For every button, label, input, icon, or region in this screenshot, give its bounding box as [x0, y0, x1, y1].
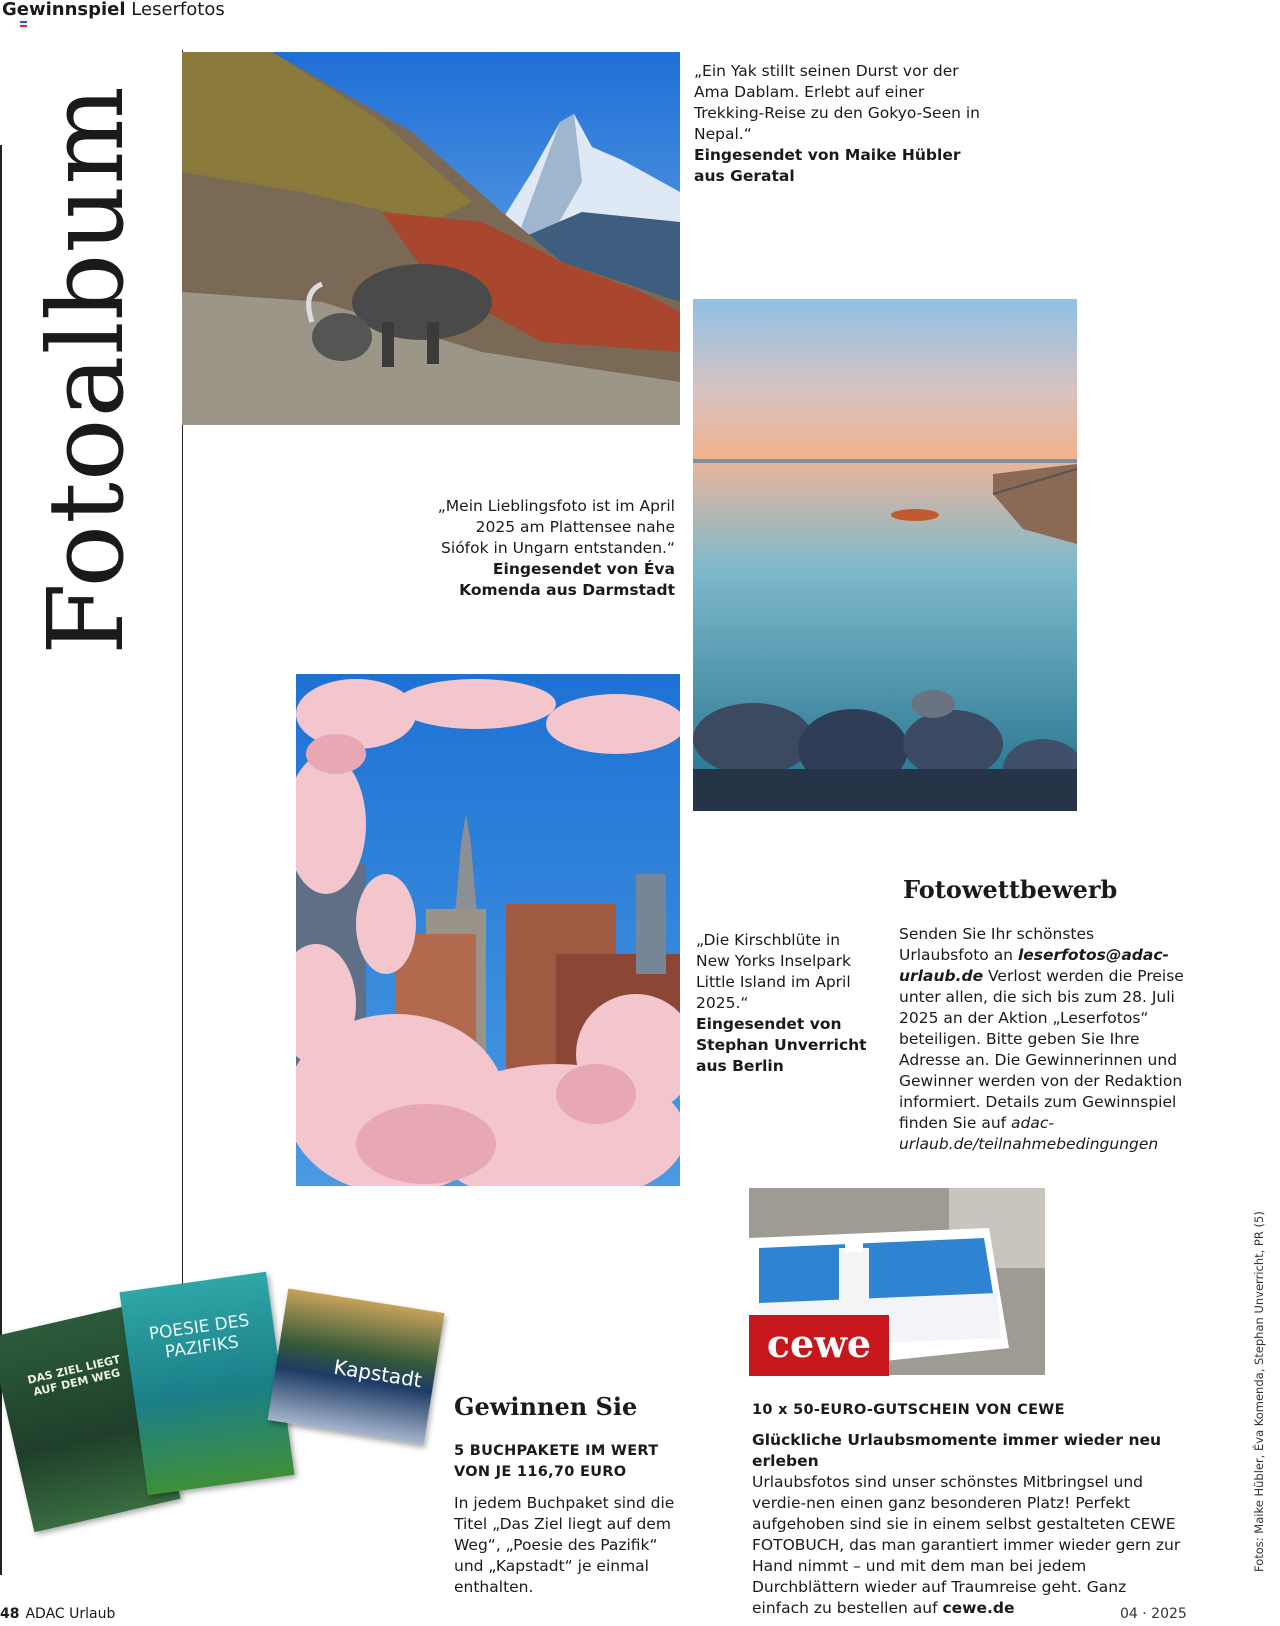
yak-quote: „Ein Yak stillt seinen Durst vor der Ama Dablam. Erlebt auf einer Trekking-Reise zu den Gokyo-Seen in Nepal.“ — [694, 62, 980, 143]
issue-number: 04 · 2025 — [1120, 1606, 1187, 1622]
yak-caption — [694, 61, 994, 187]
book-title-3: Kapstadt — [332, 1354, 424, 1393]
photo-credit: Fotos: Maike Hübler, Éva Komenda, Stephan Unverricht, PR (5) — [1252, 1211, 1266, 1572]
footer-left — [0, 1606, 115, 1622]
contest-text — [899, 924, 1184, 1155]
cewe-logo: cewe — [749, 1315, 889, 1376]
win-subhead: 5 BUCHPAKETE IM WERT VON JE 116,70 EURO — [454, 1443, 659, 1480]
lake-caption — [430, 496, 675, 601]
contest-terms-link[interactable]: adac-urlaub.de/teilnahmebedingungen — [899, 1114, 1159, 1153]
book-title-1: DAS ZIEL LIEGT AUF DEM WEG — [26, 1352, 122, 1399]
magazine-name: ADAC Urlaub — [25, 1606, 116, 1622]
contest-text-2: Verlost werden die Preise unter allen, die sich bis zum 28. Juli 2025 an der Aktion „Leserfotos“ beteiligen. Bitte geben Sie Ihre Adresse an. Die Gewinnerinnen und Gewinner werden von der Redaktion informiert. Details zum Gewinnspiel finden Sie auf — [899, 967, 1184, 1132]
win-text: In jedem Buchpaket sind die Titel „Das Ziel liegt auf dem Weg“, „Poesie des Pazifik“ und „Kapstadt“ je einmal enthalten. — [454, 1494, 675, 1596]
page-title: Fotoalbum — [25, 85, 147, 655]
cewe-link[interactable]: cewe.de — [942, 1599, 1015, 1617]
yak-sender: Eingesendet von Maike Hübler aus Geratal — [694, 146, 961, 185]
cherry-caption — [696, 930, 876, 1077]
contest-email-link[interactable]: leserfotos@adac-urlaub.de — [899, 946, 1169, 985]
lake-quote: „Mein Lieblingsfoto ist im April 2025 am Plattensee nahe Siófok in Ungarn entstanden.“ — [437, 497, 675, 557]
section-header — [2, 0, 225, 22]
section-label: Gewinnspiel — [2, 0, 126, 20]
contest-text-1: Senden Sie Ihr schönstes Urlaubsfoto an — [899, 925, 1095, 964]
lake-sender: Eingesendet von Éva Komenda aus Darmstadt — [459, 560, 675, 599]
topic-label: Leserfotos — [131, 0, 225, 20]
cherry-photo — [296, 674, 680, 1186]
page-number: 48 — [0, 1606, 20, 1622]
cherry-sender: Eingesendet von Stephan Unverricht aus Berlin — [696, 1015, 867, 1075]
lake-photo — [693, 299, 1077, 811]
cewe-lead: Glückliche Urlaubsmomente immer wieder neu erleben — [752, 1431, 1162, 1470]
contest-title: Fotowettbewerb — [903, 875, 1118, 904]
book-poesie — [119, 1272, 294, 1496]
cherry-quote: „Die Kirschblüte in New Yorks Inselpark Little Island im April 2025.“ — [696, 931, 851, 1012]
book-title-2: POESIE DES PAZIFIKS — [147, 1310, 251, 1363]
yak-photo — [182, 52, 680, 425]
cewe-text: Urlaubsfotos sind unser schönstes Mitbringsel und verdie-nen einen ganz besonderen Platz! Perfekt aufgehoben sind sie in einem selbst gestalteten CEWE FOTOBUCH, das man garantiert immer wieder gern zur Hand nimmt – und mit dem man bei jedem Durchblättern wieder auf Traumreise geht. Ganz einfach zu bestellen auf — [752, 1473, 1181, 1617]
book-kapstadt — [268, 1288, 445, 1444]
cewe-subhead: 10 x 50-EURO-GUTSCHEIN VON CEWE — [752, 1402, 1065, 1418]
flag-icon — [20, 21, 27, 27]
cewe-body — [752, 1430, 1184, 1619]
win-title: Gewinnen Sie — [454, 1392, 638, 1421]
